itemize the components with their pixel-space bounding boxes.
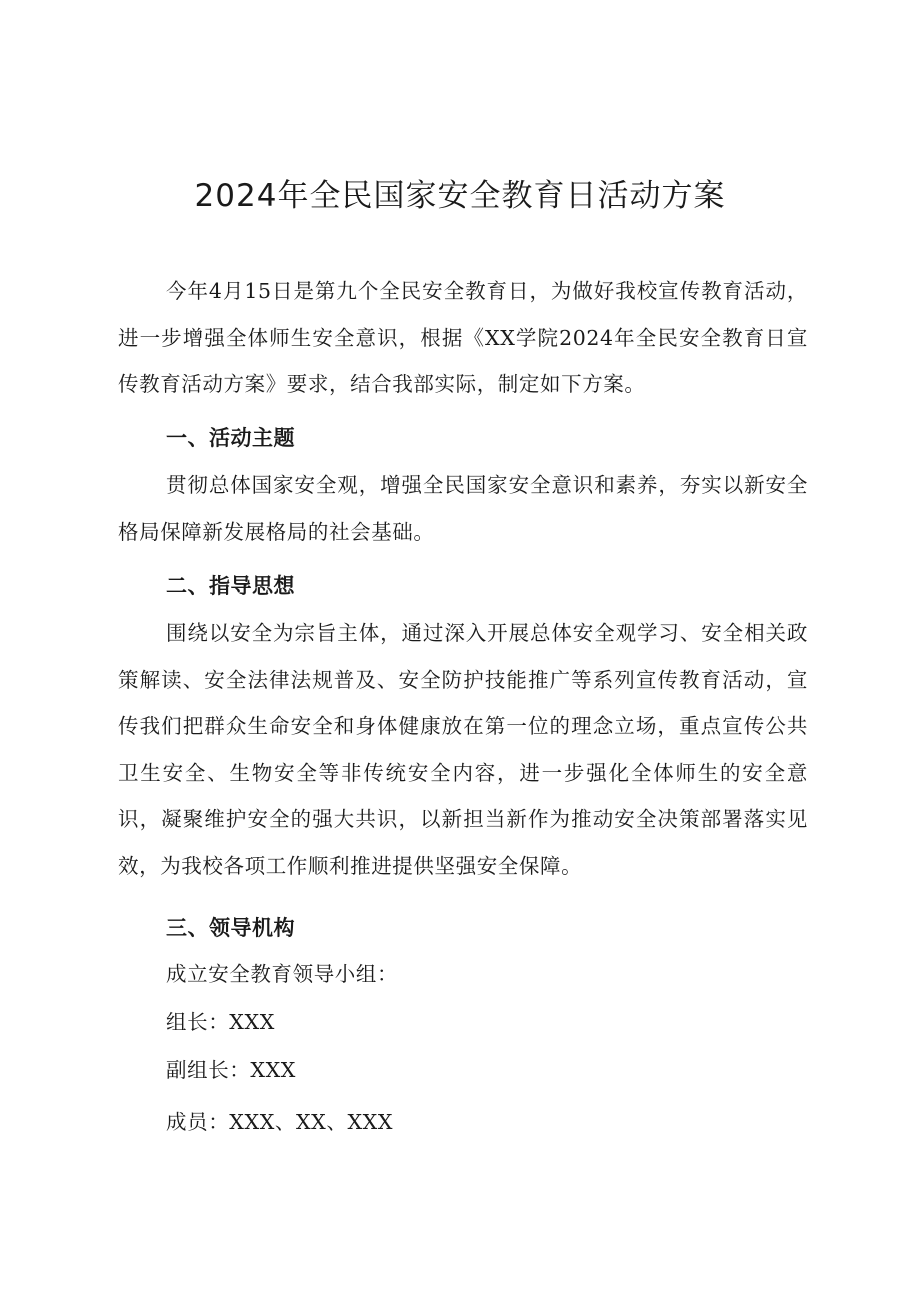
intro-paragraph: 今年4月15日是第九个全民安全教育日，为做好我校宣传教育活动，进一步增强全体师生安全意识，根据《XX学院2024年全民安全教育日宣传教育活动方案》要求，结合我部实际，制定如下方案。 <box>118 279 808 396</box>
section-body-theme: 贯彻总体国家安全观，增强全民国家安全意识和素养，夯实以新安全格局保障新发展格局的社会基础。 <box>118 473 808 544</box>
leadership-leader-line: 组长：XXX <box>166 1010 275 1034</box>
section-heading-guiding-ideology: 二、指导思想 <box>166 574 295 598</box>
leadership-intro-line: 成立安全教育领导小组： <box>166 962 399 986</box>
leadership-deputy-line: 副组长：XXX <box>166 1058 296 1082</box>
section-heading-theme: 一、活动主题 <box>166 426 295 450</box>
section-body-guiding-ideology: 围绕以安全为宗旨主体，通过深入开展总体安全观学习、安全相关政策解读、安全法律法规普及、安全防护技能推广等系列宣传教育活动，宣传我们把群众生命安全和身体健康放在第一位的理念立场，重点宣传公共卫生安全、生物安全等非传统安全内容，进一步强化全体师生的安全意识，凝聚维护安全的强大共识，以新担当新作为推动安全决策部署落实见效，为我校各项工作顺利推进提供坚强安全保障。 <box>118 621 808 878</box>
document-title: 2024年全民国家安全教育日活动方案 <box>194 178 726 214</box>
leadership-members-line: 成员：XXX、XX、XXX <box>166 1110 394 1134</box>
section-heading-leadership: 三、领导机构 <box>166 916 295 940</box>
